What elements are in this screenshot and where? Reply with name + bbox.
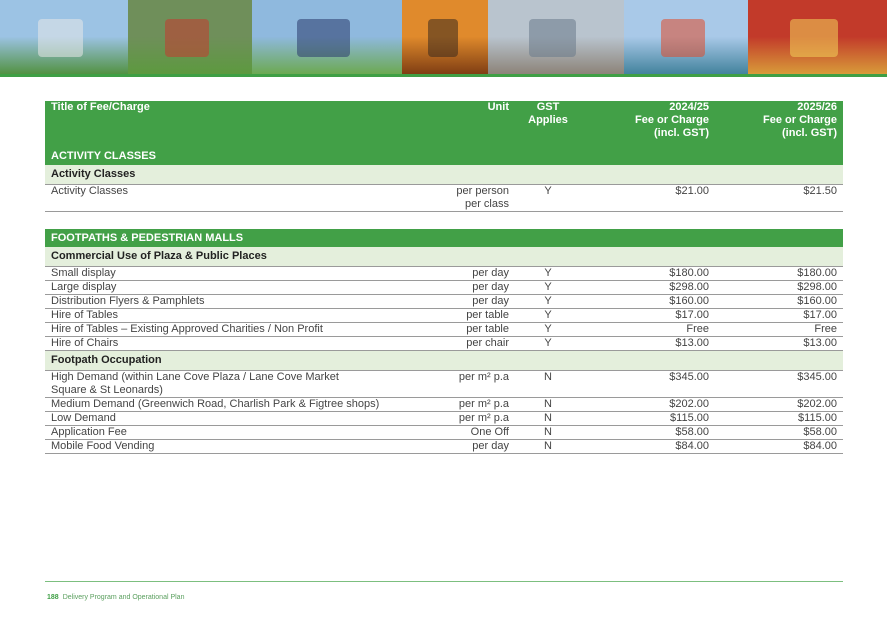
gst-applies: N	[515, 398, 581, 412]
section-spacer	[45, 212, 843, 230]
header-title: Title of Fee/Charge	[45, 101, 415, 147]
table-row	[45, 267, 843, 281]
fee-unit	[415, 323, 515, 337]
banner-photo-street-mall	[488, 0, 624, 76]
gst-applies: Y	[515, 185, 581, 212]
spacer-cell	[45, 212, 843, 230]
subsection-title: Footpath Occupation	[45, 351, 843, 371]
table-row	[45, 323, 843, 337]
fee-2025-26: Free	[715, 323, 843, 337]
section-header-row	[45, 229, 843, 247]
fee-2025-26: $17.00	[715, 309, 843, 323]
fee-name: Hire of Chairs	[45, 337, 415, 351]
fee-2024-25: $298.00	[581, 281, 715, 295]
banner-photo-lion-dance	[748, 0, 887, 76]
table-row	[45, 295, 843, 309]
fee-2024-25: $180.00	[581, 267, 715, 281]
fee-2025-26: $84.00	[715, 440, 843, 454]
gst-applies: Y	[515, 295, 581, 309]
fee-unit	[415, 309, 515, 323]
fee-2025-26: $345.00	[715, 371, 843, 398]
fee-2024-25: $17.00	[581, 309, 715, 323]
fee-2024-25: $115.00	[581, 412, 715, 426]
unit-line: per m² p.a	[458, 371, 509, 383]
table-row	[45, 371, 843, 398]
fee-name: Mobile Food Vending	[45, 440, 415, 454]
banner-accent-line	[0, 74, 887, 77]
header-gst: GST Applies	[515, 101, 581, 147]
fee-2025-26: $13.00	[715, 337, 843, 351]
fee-2025-26: $160.00	[715, 295, 843, 309]
table-row	[45, 426, 843, 440]
table-row	[45, 309, 843, 323]
fee-name: Hire of Tables – Existing Approved Charities / Non Profit	[45, 323, 415, 337]
fee-name: Distribution Flyers & Pamphlets	[45, 295, 415, 309]
fee-2025-26: $58.00	[715, 426, 843, 440]
fee-name: Medium Demand (Greenwich Road, Charlish Park & Figtree shops)	[45, 398, 415, 412]
fee-name: Application Fee	[45, 426, 415, 440]
fee-unit	[415, 281, 515, 295]
fee-name: Large display	[45, 281, 415, 295]
fee-2024-25: $84.00	[581, 440, 715, 454]
banner-photo-kayaking	[624, 0, 748, 76]
fee-unit	[415, 295, 515, 309]
unit-line: One Off	[470, 426, 509, 438]
section-title: FOOTPATHS & PEDESTRIAN MALLS	[45, 229, 843, 247]
fee-2024-25: $21.00	[581, 185, 715, 212]
fee-2025-26: $21.50	[715, 185, 843, 212]
fee-unit	[415, 440, 515, 454]
fee-2024-25: $58.00	[581, 426, 715, 440]
subsection-title: Commercial Use of Plaza & Public Places	[45, 247, 843, 267]
fee-unit	[415, 337, 515, 351]
unit-line: per m² p.a	[458, 398, 509, 410]
unit-line: per table	[466, 309, 509, 321]
header-banner	[0, 0, 887, 76]
table-row	[45, 440, 843, 454]
banner-photo-outdoor-exercise	[252, 0, 402, 76]
fee-2025-26: $115.00	[715, 412, 843, 426]
unit-line: per table	[466, 323, 509, 335]
banner-photo-dog-agility	[128, 0, 252, 76]
subsection-header-row	[45, 247, 843, 267]
fee-unit	[415, 398, 515, 412]
gst-applies: N	[515, 426, 581, 440]
table-header-row	[45, 101, 843, 147]
section-title: ACTIVITY CLASSES	[45, 147, 843, 165]
gst-applies: Y	[515, 309, 581, 323]
fees-table	[45, 101, 843, 454]
fee-2025-26: $298.00	[715, 281, 843, 295]
fee-unit	[415, 267, 515, 281]
table-row	[45, 337, 843, 351]
unit-line: per person	[456, 185, 509, 197]
footer-text: Delivery Program and Operational Plan	[62, 594, 185, 601]
table-row	[45, 398, 843, 412]
subsection-title: Activity Classes	[45, 165, 843, 185]
fee-name: Hire of Tables	[45, 309, 415, 323]
header-fee-2025-26: 2025/26 Fee or Charge (incl. GST)	[715, 101, 843, 147]
fee-unit	[415, 426, 515, 440]
fee-2024-25: $160.00	[581, 295, 715, 309]
gst-applies: Y	[515, 337, 581, 351]
fee-2025-26: $180.00	[715, 267, 843, 281]
fee-2024-25: Free	[581, 323, 715, 337]
header-unit: Unit	[415, 101, 515, 147]
unit-line: per day	[472, 267, 509, 279]
fee-unit	[415, 185, 515, 212]
unit-line: per class	[464, 198, 509, 210]
gst-applies: Y	[515, 323, 581, 337]
banner-photo-kookaburra-sunset	[402, 0, 488, 76]
gst-applies: Y	[515, 267, 581, 281]
header-fee-2024-25: 2024/25 Fee or Charge (incl. GST)	[581, 101, 715, 147]
gst-applies: N	[515, 440, 581, 454]
unit-line: per day	[472, 295, 509, 307]
fee-name: High Demand (within Lane Cove Plaza / Lane Cove Market Square & St Leonards)	[45, 371, 415, 398]
fee-2025-26: $202.00	[715, 398, 843, 412]
fee-2024-25: $345.00	[581, 371, 715, 398]
page-footer	[47, 594, 184, 601]
table-row	[45, 281, 843, 295]
fee-name: Small display	[45, 267, 415, 281]
gst-applies: N	[515, 412, 581, 426]
banner-photo-building	[0, 0, 128, 76]
fee-2024-25: $202.00	[581, 398, 715, 412]
table-row	[45, 412, 843, 426]
fee-2024-25: $13.00	[581, 337, 715, 351]
footer-divider	[45, 581, 843, 582]
gst-applies: N	[515, 371, 581, 398]
unit-line: per day	[472, 440, 509, 452]
fee-name: Activity Classes	[45, 185, 415, 212]
unit-line: per day	[472, 281, 509, 293]
fee-name: Low Demand	[45, 412, 415, 426]
gst-applies: Y	[515, 281, 581, 295]
table-row	[45, 185, 843, 212]
unit-line: per m² p.a	[458, 412, 509, 424]
fee-unit	[415, 412, 515, 426]
unit-line: per chair	[466, 337, 509, 349]
section-header-row	[45, 147, 843, 165]
page-number: 188	[47, 594, 59, 601]
subsection-header-row	[45, 351, 843, 371]
subsection-header-row	[45, 165, 843, 185]
fee-unit	[415, 371, 515, 398]
